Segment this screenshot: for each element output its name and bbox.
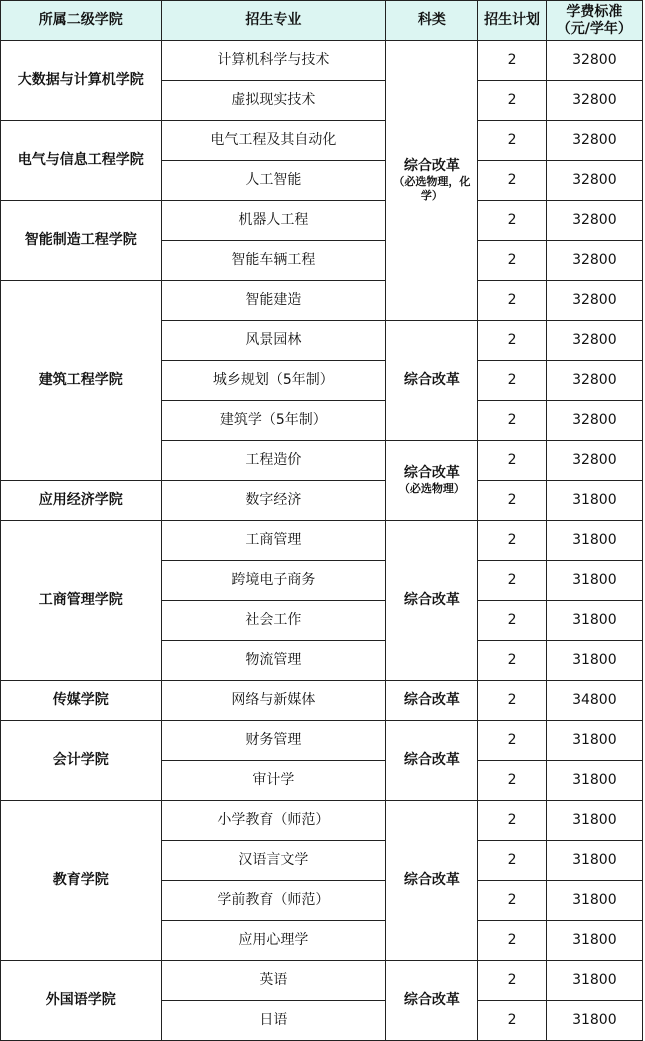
major-cell: 应用心理学 (161, 921, 386, 961)
header-fee-line1: 学费标准 (566, 4, 623, 21)
subject-main: 综合改革 (403, 872, 460, 889)
plan-cell: 2 (478, 841, 546, 881)
fee-cell: 32800 (546, 201, 642, 241)
plan-cell: 2 (478, 41, 546, 81)
college-cell: 教育学院 (1, 801, 162, 961)
subject-main: 综合改革 (403, 692, 460, 709)
table-row (1, 681, 643, 721)
plan-cell: 2 (478, 721, 546, 761)
major-cell: 城乡规划（5年制） (161, 361, 386, 401)
major-cell: 网络与新媒体 (161, 681, 386, 721)
table-row (1, 801, 643, 841)
plan-cell: 2 (478, 441, 546, 481)
major-cell: 智能建造 (161, 281, 386, 321)
major-cell: 物流管理 (161, 641, 386, 681)
table-row (1, 121, 643, 161)
college-cell: 应用经济学院 (1, 481, 162, 521)
major-cell: 人工智能 (161, 161, 386, 201)
college-cell: 传媒学院 (1, 681, 162, 721)
header-major: 招生专业 (161, 1, 386, 41)
major-cell: 审计学 (161, 761, 386, 801)
fee-cell: 32800 (546, 281, 642, 321)
plan-cell: 2 (478, 281, 546, 321)
plan-cell: 2 (478, 81, 546, 121)
plan-cell: 2 (478, 881, 546, 921)
fee-cell: 32800 (546, 161, 642, 201)
major-cell: 工程造价 (161, 441, 386, 481)
subject-cell (386, 721, 478, 801)
college-cell: 外国语学院 (1, 961, 162, 1041)
header-fee-line2: （元/学年） (556, 20, 632, 37)
major-cell: 财务管理 (161, 721, 386, 761)
major-cell: 日语 (161, 1001, 386, 1041)
table-row (1, 961, 643, 1001)
fee-cell: 31800 (546, 881, 642, 921)
table-row (1, 521, 643, 561)
fee-cell: 31800 (546, 841, 642, 881)
college-cell: 建筑工程学院 (1, 281, 162, 481)
college-cell: 会计学院 (1, 721, 162, 801)
header-subject: 科类 (386, 1, 478, 41)
plan-cell: 2 (478, 121, 546, 161)
fee-cell: 31800 (546, 561, 642, 601)
plan-cell: 2 (478, 761, 546, 801)
plan-cell: 2 (478, 161, 546, 201)
plan-cell: 2 (478, 401, 546, 441)
subject-cell (386, 321, 478, 441)
table-row (1, 281, 643, 321)
fee-cell: 32800 (546, 41, 642, 81)
fee-cell: 32800 (546, 241, 642, 281)
major-cell: 计算机科学与技术 (161, 41, 386, 81)
fee-cell: 32800 (546, 401, 642, 441)
subject-main: 综合改革 (403, 157, 460, 174)
major-cell: 智能车辆工程 (161, 241, 386, 281)
plan-cell: 2 (478, 801, 546, 841)
plan-cell: 2 (478, 961, 546, 1001)
plan-cell: 2 (478, 561, 546, 601)
fee-cell: 31800 (546, 641, 642, 681)
college-cell: 工商管理学院 (1, 521, 162, 681)
plan-cell: 2 (478, 521, 546, 561)
fee-cell: 31800 (546, 961, 642, 1001)
major-cell: 学前教育（师范） (161, 881, 386, 921)
college-cell: 电气与信息工程学院 (1, 121, 162, 201)
subject-note: （必选物理，化学） (393, 174, 471, 202)
fee-cell: 32800 (546, 441, 642, 481)
plan-cell: 2 (478, 681, 546, 721)
major-cell: 建筑学（5年制） (161, 401, 386, 441)
fee-cell: 32800 (546, 121, 642, 161)
plan-cell: 2 (478, 921, 546, 961)
fee-cell: 32800 (546, 361, 642, 401)
plan-cell: 2 (478, 321, 546, 361)
fee-cell: 31800 (546, 761, 642, 801)
major-cell: 机器人工程 (161, 201, 386, 241)
major-cell: 工商管理 (161, 521, 386, 561)
major-cell: 社会工作 (161, 601, 386, 641)
major-cell: 英语 (161, 961, 386, 1001)
major-cell: 风景园林 (161, 321, 386, 361)
plan-cell: 2 (478, 241, 546, 281)
major-cell: 虚拟现实技术 (161, 81, 386, 121)
header-plan: 招生计划 (478, 1, 546, 41)
major-cell: 数字经济 (161, 481, 386, 521)
subject-cell (386, 521, 478, 681)
fee-cell: 32800 (546, 321, 642, 361)
major-cell: 跨境电子商务 (161, 561, 386, 601)
plan-cell: 2 (478, 361, 546, 401)
fee-cell: 31800 (546, 1001, 642, 1041)
table-row (1, 481, 643, 521)
subject-main: 综合改革 (403, 464, 460, 481)
table-row (1, 41, 643, 81)
subject-cell (386, 961, 478, 1041)
fee-cell: 31800 (546, 481, 642, 521)
plan-cell: 2 (478, 641, 546, 681)
fee-cell: 31800 (546, 721, 642, 761)
subject-main: 综合改革 (403, 372, 460, 389)
subject-cell (386, 41, 478, 321)
fee-cell: 34800 (546, 681, 642, 721)
subject-main: 综合改革 (403, 992, 460, 1009)
college-cell: 智能制造工程学院 (1, 201, 162, 281)
subject-note: （必选物理） (398, 481, 465, 495)
major-cell: 电气工程及其自动化 (161, 121, 386, 161)
fee-cell: 31800 (546, 601, 642, 641)
fee-cell: 31800 (546, 801, 642, 841)
table-row (1, 721, 643, 761)
header-row (1, 1, 643, 41)
plan-cell: 2 (478, 1001, 546, 1041)
plan-cell: 2 (478, 201, 546, 241)
table-row (1, 201, 643, 241)
header-college: 所属二级学院 (1, 1, 162, 41)
fee-cell: 32800 (546, 81, 642, 121)
plan-cell: 2 (478, 601, 546, 641)
subject-main: 综合改革 (403, 752, 460, 769)
subject-cell (386, 441, 478, 521)
subject-main: 综合改革 (403, 592, 460, 609)
plan-cell: 2 (478, 481, 546, 521)
major-cell: 小学教育（师范） (161, 801, 386, 841)
subject-cell (386, 801, 478, 961)
college-cell: 大数据与计算机学院 (1, 41, 162, 121)
fee-cell: 31800 (546, 921, 642, 961)
subject-cell (386, 681, 478, 721)
header-fee (546, 1, 642, 41)
fee-cell: 31800 (546, 521, 642, 561)
major-cell: 汉语言文学 (161, 841, 386, 881)
